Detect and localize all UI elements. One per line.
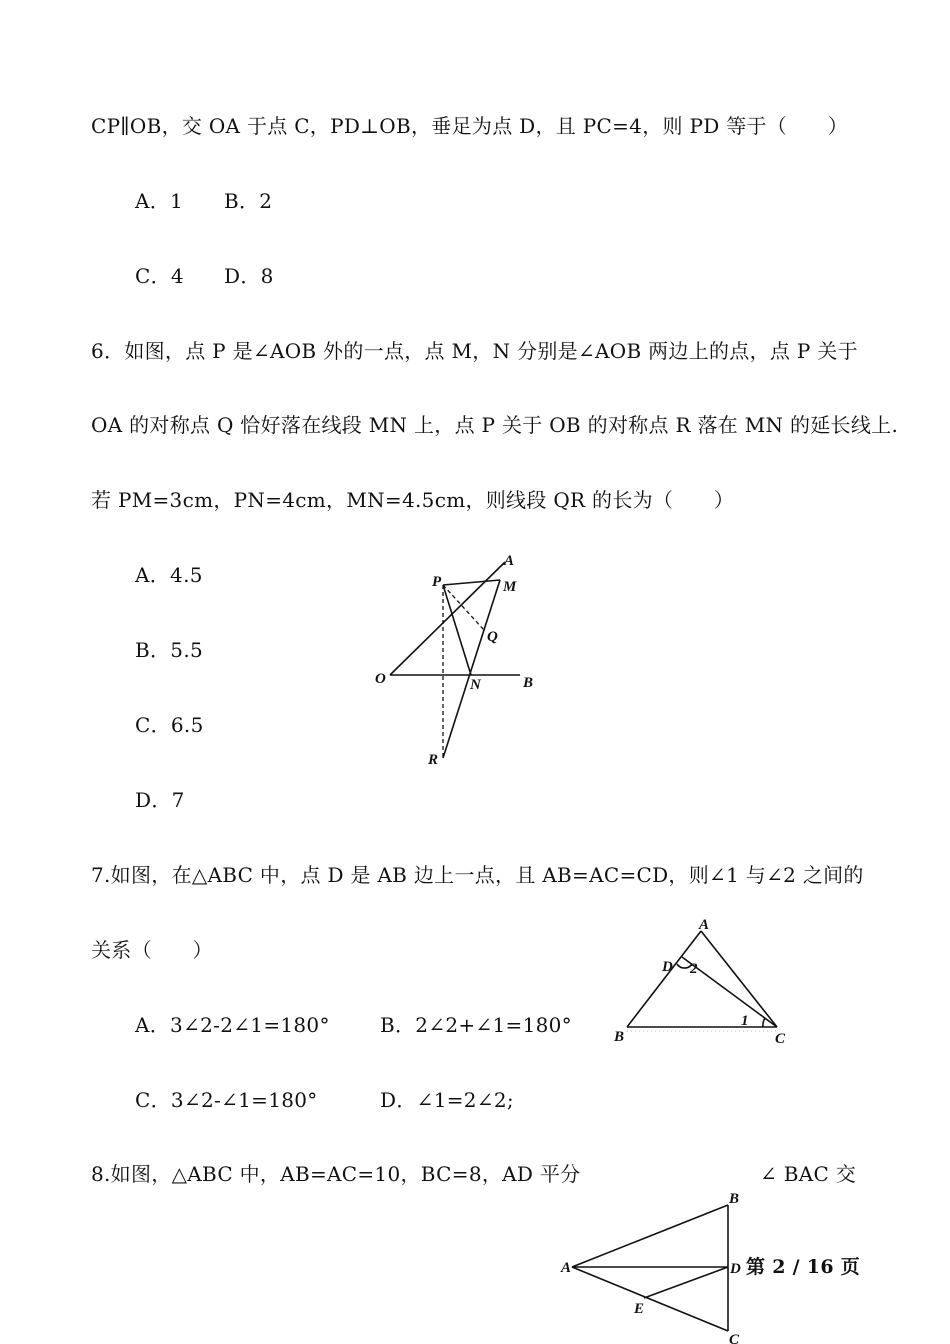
q6-option-b: B．5.5: [135, 638, 204, 662]
label-p: P: [432, 574, 442, 590]
label-a: A: [504, 553, 515, 569]
label-n: N: [470, 677, 481, 693]
q6-stem-line-1: 6．如图，点 P 是∠AOB 外的一点，点 M，N 分别是∠AOB 两边上的点，点 P 关于: [91, 339, 858, 363]
label-r: R: [428, 752, 439, 768]
q8-stem-line-1: 8.如图，△ABC 中，AB=AC=10，BC=8，AD 平分: [91, 1162, 581, 1186]
label-2: 2: [690, 961, 698, 977]
label-d: D: [730, 1261, 741, 1277]
segment-pm: [443, 580, 500, 585]
side-ab: [627, 931, 701, 1027]
label-a: A: [561, 1260, 572, 1276]
q7-option-b: B．2∠2+∠1=180°: [380, 1013, 572, 1037]
label-b: B: [614, 1029, 625, 1045]
angle-1-arc: [763, 1018, 765, 1027]
q6-stem-line-2: OA 的对称点 Q 恰好落在线段 MN 上，点 P 关于 OB 的对称点 R 落在 MN 的延长线上.: [91, 413, 899, 437]
q8-figure: [558, 1188, 758, 1344]
label-b: B: [523, 675, 534, 691]
label-m: M: [503, 579, 517, 595]
label-q: Q: [487, 629, 498, 645]
q5-option-a: A．1: [135, 189, 184, 213]
q5-option-d: D．8: [224, 264, 274, 288]
page-number: 第 2 / 16 页: [746, 1256, 861, 1278]
label-o: O: [375, 671, 386, 687]
side-ac: [572, 1267, 728, 1331]
q7-option-c: C．3∠2-∠1=180°: [135, 1088, 318, 1112]
q7-option-d: D．∠1=2∠2;: [380, 1088, 514, 1112]
label-a: A: [699, 917, 710, 933]
label-1: 1: [741, 1013, 749, 1029]
q6-option-c: C．6.5: [135, 713, 204, 737]
label-e: E: [634, 1301, 645, 1317]
label-b: B: [729, 1191, 740, 1207]
q6-option-a: A．4.5: [135, 563, 203, 587]
q5-stem: CP∥OB，交 OA 于点 C，PD⊥OB，垂足为点 D，且 PC=4，则 PD 等于（ ）: [91, 114, 848, 138]
q6-option-d: D．7: [135, 788, 185, 812]
q7-figure: [605, 915, 795, 1050]
segment-de: [644, 1267, 728, 1298]
q7-option-a: A．3∠2-2∠1=180°: [135, 1013, 330, 1037]
q6-stem-line-3: 若 PM=3cm，PN=4cm，MN=4.5cm，则线段 QR 的长为（ ）: [91, 488, 735, 512]
label-d: D: [662, 959, 673, 975]
q5-option-b: B．2: [224, 189, 273, 213]
side-ab: [572, 1205, 728, 1267]
q5-option-c: C．4: [135, 264, 184, 288]
q7-stem-line-1: 7.如图，在△ABC 中，点 D 是 AB 边上一点，且 AB=AC=CD，则∠1 与∠2 之间的: [91, 863, 864, 887]
dashed-pq: [443, 585, 484, 630]
q6-figure: [370, 550, 550, 770]
label-c: C: [729, 1332, 740, 1344]
label-c: C: [775, 1031, 786, 1047]
q7-stem-line-2: 关系（ ）: [91, 938, 213, 962]
q8-stem-line-1-tail: ∠ BAC 交: [760, 1162, 857, 1186]
segment-mr: [443, 580, 500, 758]
